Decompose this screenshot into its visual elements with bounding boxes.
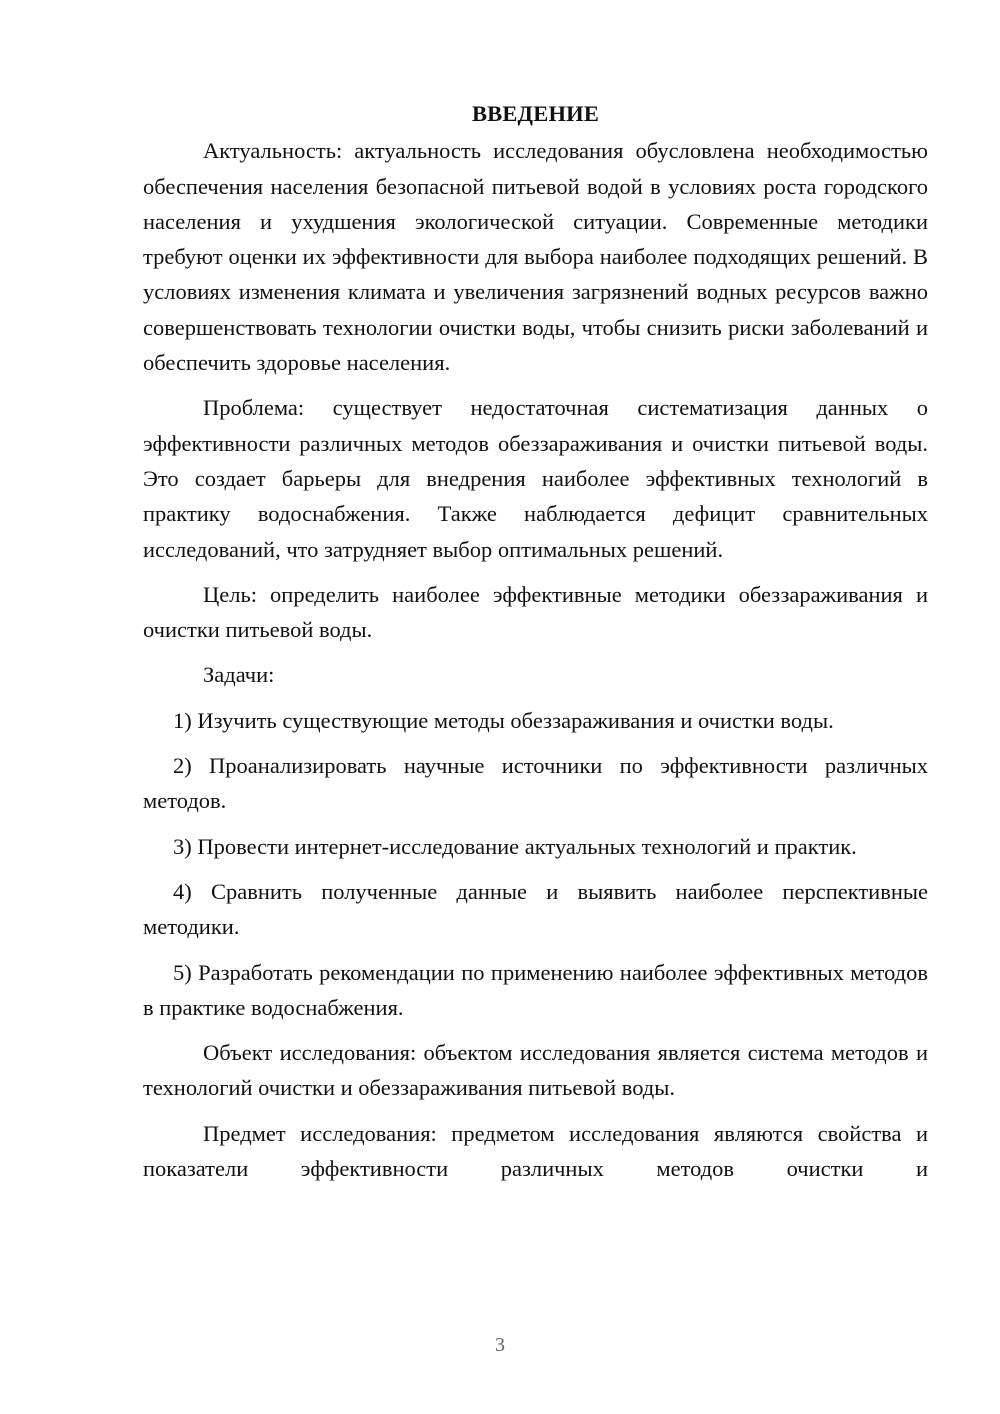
research-subject-paragraph: Предмет исследования: предметом исследования являются свойства и показатели эффективности различных методов очистки и: [143, 1120, 928, 1182]
task-item-5: 5) Разработать рекомендации по применению наиболее эффективных методов в практике водоснабжения.: [143, 959, 928, 1020]
research-object-paragraph: Объект исследования: объектом исследования является система методов и технологий очистки и обеззараживания питьевой воды.: [143, 1040, 928, 1101]
goal-paragraph: Цель: определить наиболее эффективные методики обеззараживания и очистки питьевой воды.: [143, 581, 928, 643]
task-item-3: 3) Провести интернет-исследование актуальных технологий и практик.: [173, 833, 857, 859]
tasks-heading: Задачи:: [203, 662, 275, 688]
section-title: ВВЕДЕНИЕ: [471, 101, 600, 126]
task-item-4: 4) Сравнить полученные данные и выявить наиболее перспективные методики.: [143, 878, 928, 940]
relevance-paragraph: Актуальность: актуальность исследования обусловлена необходимостью обеспечения населения безопасной питьевой водой в условиях роста городского населения и ухудшения экологической ситуации. Современные методики требуют оценки их эффективности для выбора наиболее подходящих решений. В условиях изменения климата и увеличения загрязнений водных ресурсов важно совершенствовать технологии очистки воды, чтобы снизить риски заболеваний и обеспечить здоровье населения.: [143, 138, 928, 376]
problem-paragraph: Проблема: существует недостаточная систематизация данных о эффективности различных методов обеззараживания и очистки питьевой воды. Это создает барьеры для внедрения наиболее эффективных технологий в практику водоснабжения. Также наблюдается дефицит сравнительных исследований, что затрудняет выбор оптимальных решений.: [143, 395, 928, 562]
document-body: [143, 96, 928, 1186]
task-item-2: 2) Проанализировать научные источники по эффективности различных методов.: [143, 753, 928, 814]
task-item-1: 1) Изучить существующие методы обеззараживания и очистки воды.: [173, 707, 834, 733]
page-number: 3: [495, 1334, 505, 1356]
